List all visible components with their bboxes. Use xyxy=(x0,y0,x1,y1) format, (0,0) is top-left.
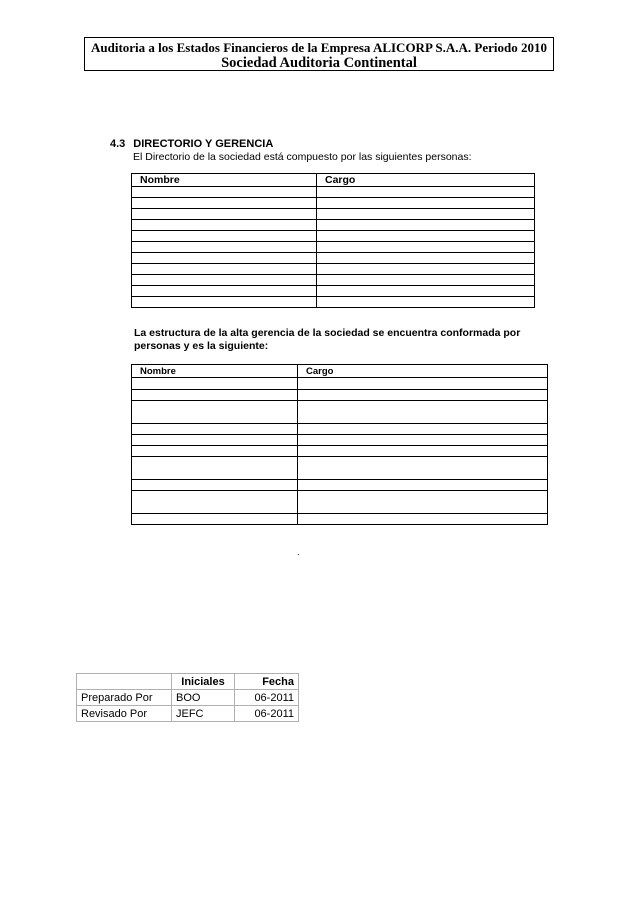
table-cell xyxy=(317,253,535,264)
table-row xyxy=(132,275,535,286)
directorio-header-nombre: Nombre xyxy=(132,174,317,187)
table-row xyxy=(132,220,535,231)
table-cell xyxy=(317,187,535,198)
table-cell xyxy=(132,435,298,446)
table-row xyxy=(132,446,548,457)
table-cell xyxy=(132,253,317,264)
table-cell xyxy=(298,480,548,491)
table-cell xyxy=(298,514,548,525)
table-row xyxy=(132,401,548,424)
stray-dot: . xyxy=(297,547,300,557)
table-row xyxy=(132,435,548,446)
table-cell xyxy=(132,390,298,401)
table-cell xyxy=(132,242,317,253)
table-cell xyxy=(132,401,298,424)
table-cell xyxy=(132,297,317,308)
gerencia-description: La estructura de la alta gerencia de la sociedad se encuentra conformada por personas y es la siguiente: xyxy=(134,327,521,352)
table-row xyxy=(132,231,535,242)
header-subtitle: Sociedad Auditoria Continental xyxy=(221,55,417,71)
table-cell xyxy=(317,209,535,220)
table-row xyxy=(132,491,548,514)
signoff-header-fecha: Fecha xyxy=(235,674,299,690)
table-cell xyxy=(298,446,548,457)
table-cell xyxy=(132,275,317,286)
table-cell xyxy=(132,220,317,231)
table-cell xyxy=(317,286,535,297)
table-cell xyxy=(317,264,535,275)
table-row xyxy=(132,297,535,308)
table-cell xyxy=(132,457,298,480)
signoff-header-iniciales: Iniciales xyxy=(172,674,235,690)
table-row xyxy=(132,253,535,264)
signoff-table xyxy=(76,673,299,722)
table-cell xyxy=(298,457,548,480)
table-cell xyxy=(298,390,548,401)
table-row xyxy=(132,242,535,253)
table-cell xyxy=(132,187,317,198)
table-row xyxy=(132,480,548,491)
section-intro: El Directorio de la sociedad está compuesto por las siguientes personas: xyxy=(133,151,472,163)
table-row xyxy=(132,198,535,209)
gerencia-header-cargo: Cargo xyxy=(298,365,548,378)
table-cell xyxy=(132,424,298,435)
table-row xyxy=(132,424,548,435)
table-cell xyxy=(132,209,317,220)
table-cell xyxy=(317,198,535,209)
table-cell xyxy=(132,446,298,457)
table-row xyxy=(77,690,299,706)
signoff-initials: JEFC xyxy=(172,706,235,722)
table-cell xyxy=(132,198,317,209)
signoff-role: Preparado Por xyxy=(77,690,172,706)
table-row xyxy=(132,187,535,198)
header-title: Auditoria a los Estados Financieros de la Empresa ALICORP S.A.A. Periodo 2010 xyxy=(91,40,547,55)
table-row xyxy=(132,286,535,297)
table-cell xyxy=(298,401,548,424)
directorio-header-cargo: Cargo xyxy=(317,174,535,187)
table-row xyxy=(132,378,548,390)
signoff-date: 06-2011 xyxy=(235,690,299,706)
table-cell xyxy=(298,435,548,446)
table-cell xyxy=(132,491,298,514)
table-cell xyxy=(317,242,535,253)
signoff-date: 06-2011 xyxy=(235,706,299,722)
table-cell xyxy=(298,424,548,435)
table-row xyxy=(132,390,548,401)
table-cell xyxy=(132,231,317,242)
table-cell xyxy=(317,231,535,242)
table-cell xyxy=(132,378,298,390)
table-cell xyxy=(132,480,298,491)
table-cell xyxy=(317,220,535,231)
table-cell xyxy=(132,264,317,275)
table-row xyxy=(77,706,299,722)
signoff-role: Revisado Por xyxy=(77,706,172,722)
document-header xyxy=(84,37,554,71)
table-row xyxy=(132,457,548,480)
signoff-initials: BOO xyxy=(172,690,235,706)
table-cell xyxy=(298,378,548,390)
table-cell xyxy=(132,286,317,297)
section-title: DIRECTORIO Y GERENCIA xyxy=(133,138,274,150)
table-cell xyxy=(298,491,548,514)
gerencia-header-nombre: Nombre xyxy=(132,365,298,378)
table-row xyxy=(132,264,535,275)
table-row xyxy=(132,209,535,220)
table-cell xyxy=(132,514,298,525)
table-cell xyxy=(317,275,535,286)
section-number: 4.3 xyxy=(110,138,126,150)
directorio-table xyxy=(131,173,535,308)
table-row xyxy=(132,514,548,525)
signoff-header-blank xyxy=(77,674,172,690)
table-cell xyxy=(317,297,535,308)
section-heading xyxy=(110,138,273,150)
gerencia-table xyxy=(131,364,548,525)
